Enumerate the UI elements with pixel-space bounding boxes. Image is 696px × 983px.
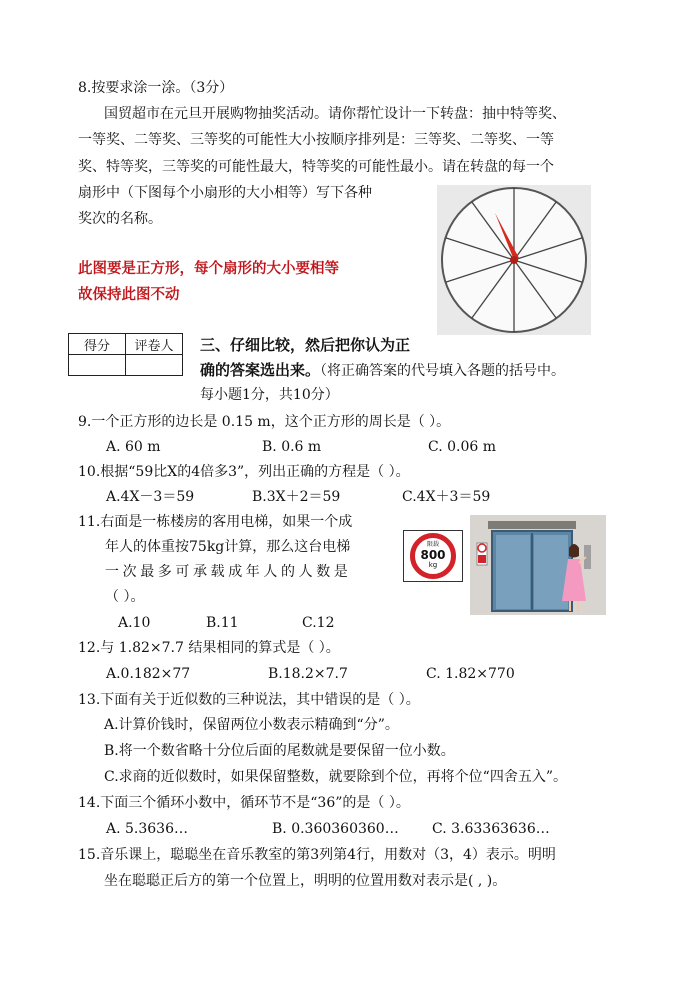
q9-stem: 9.一个正方形的边长是 0.15 m，这个正方形的周长是（ ）。 <box>78 414 451 430</box>
score-table <box>68 333 183 376</box>
q9-option-b[interactable]: B. 0.6 m <box>262 439 322 455</box>
q15-line-2: 坐在聪聪正后方的第一个位置上，明明的位置用数对表示是( , )。 <box>104 873 507 889</box>
sign-value: 800 <box>420 548 446 562</box>
q11-line-4: （ ）。 <box>105 589 145 605</box>
q12-option-a[interactable]: A.0.182×77 <box>106 666 191 682</box>
q11-line-2: 年人的体重按75kg计算，那么这台电梯 <box>105 539 351 555</box>
q11-line-1: 11.右面是一栋楼房的客用电梯，如果一个成 <box>78 514 353 530</box>
q8-note-2: 故保持此图不动 <box>78 287 180 303</box>
q8-title: 8.按要求涂一涂。（3分） <box>78 80 234 96</box>
q8-line-4: 扇形中（下图每个小扇形的大小相等）写下各种 <box>78 185 372 201</box>
q11-option-a[interactable]: A.10 <box>118 615 151 631</box>
q12-stem: 12.与 1.82×7.7 结果相同的算式是（ ）。 <box>78 640 340 656</box>
score-cell[interactable] <box>69 355 126 376</box>
q14-stem: 14.下面三个循环小数中，循环节不是“36”的是（ ）。 <box>78 795 410 811</box>
section3-heading: 三、仔细比较，然后把你认为正 <box>200 336 411 354</box>
score-header: 得分 <box>69 334 126 355</box>
q8-line-1: 国贸超市在元旦开展购物抽奖活动。请你帮忙设计一下转盘：抽中特等奖、 <box>104 106 566 122</box>
q12-option-b[interactable]: B.18.2×7.7 <box>268 666 348 682</box>
q11-option-c[interactable]: C.12 <box>302 615 335 631</box>
q8-note-1: 此图要是正方形，每个扇形的大小要相等 <box>78 261 339 277</box>
q10-stem: 10.根据“59比X的4倍多3”，列出正确的方程是（ ）。 <box>78 464 410 480</box>
q14-option-a[interactable]: A. 5.3636… <box>106 821 188 837</box>
q14-option-c[interactable]: C. 3.63363636… <box>432 821 550 837</box>
q11-line-3: 一次最多可承载成年人的人数是 <box>105 564 352 580</box>
load-limit-sign <box>403 530 463 582</box>
elevator-illustration <box>470 515 606 615</box>
sign-unit: kg <box>428 561 438 569</box>
q8-line-2: 一等奖、二等奖、三等奖的可能性大小按顺序排列是：三等奖、二等奖、一等 <box>78 132 554 148</box>
section3-heading-2: 确的答案选出来。 <box>200 361 321 379</box>
q8-line-5: 奖次的名称。 <box>78 211 162 227</box>
sign-top-text: 限载 <box>426 541 439 548</box>
q15-line-1: 15.音乐课上，聪聪坐在音乐教室的第3列第4行，用数对（3，4）表示。明明 <box>78 847 556 863</box>
section3-instruction: （将正确答案的代号填入各题的括号中。 <box>320 363 566 379</box>
q13-option-a[interactable]: A.计算价钱时，保留两位小数表示精确到“分”。 <box>104 717 399 733</box>
q9-option-a[interactable]: A. 60 m <box>106 439 161 455</box>
q13-option-b[interactable]: B.将一个数省略十分位后面的尾数就是要保留一位小数。 <box>104 743 455 759</box>
q8-line-3: 奖、特等奖，三等奖的可能性最大，特等奖的可能性最小。请在转盘的每一个 <box>78 159 554 175</box>
prize-wheel <box>437 185 591 335</box>
q10-option-a[interactable]: A.4X－3＝59 <box>106 489 195 505</box>
q11-option-b[interactable]: B.11 <box>206 615 239 631</box>
section3-line-2 <box>200 360 565 381</box>
q13-stem: 13.下面有关于近似数的三种说法，其中错误的是（ ）。 <box>78 692 420 708</box>
q12-option-c[interactable]: C. 1.82×770 <box>426 666 515 682</box>
q13-option-c[interactable]: C.求商的近似数时，如果保留整数，就要除到个位，再将个位“四舍五入”。 <box>104 769 567 785</box>
grader-header: 评卷人 <box>126 334 183 355</box>
q14-option-b[interactable]: B. 0.360360360… <box>272 821 399 837</box>
q10-option-b[interactable]: B.3X＋2＝59 <box>252 489 341 505</box>
q9-option-c[interactable]: C. 0.06 m <box>428 439 497 455</box>
q10-option-c[interactable]: C.4X＋3＝59 <box>402 489 491 505</box>
section3-points: 每小题1分，共10分） <box>200 387 339 403</box>
grader-cell[interactable] <box>126 355 183 376</box>
